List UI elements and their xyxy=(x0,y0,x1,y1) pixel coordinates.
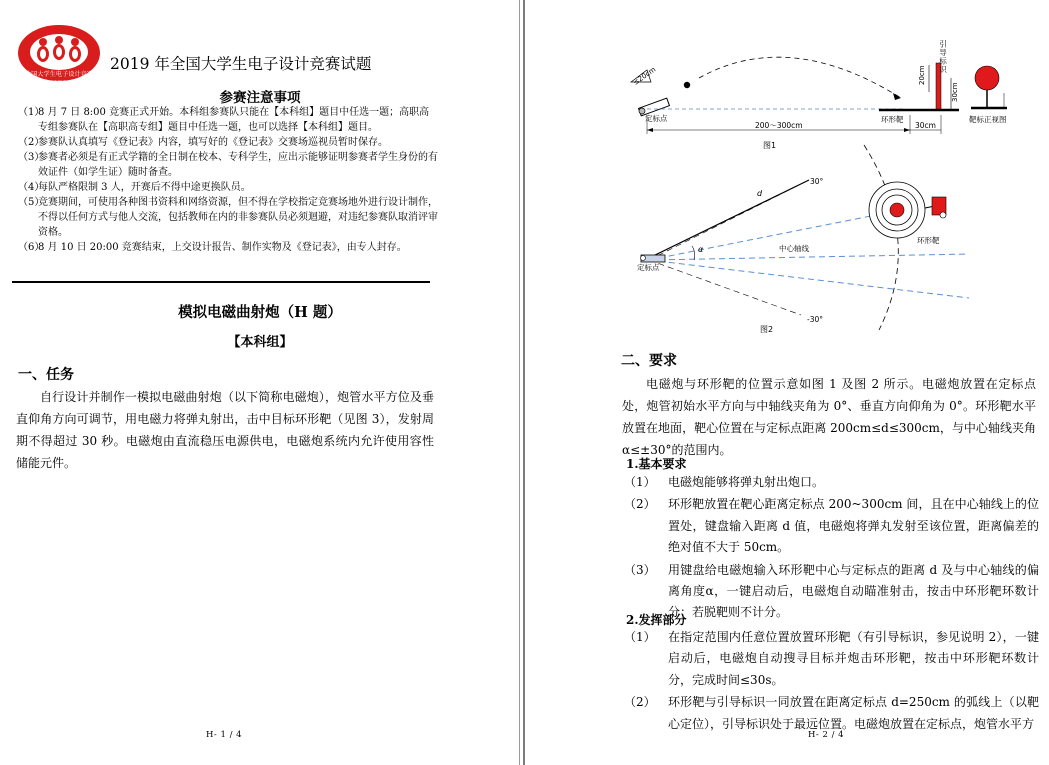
notice-item-number: （1） xyxy=(18,107,45,118)
angle-indicator xyxy=(631,65,657,86)
contest-logo xyxy=(16,22,102,84)
page-divider-left xyxy=(519,0,520,765)
fig2-d-label: d xyxy=(757,189,763,198)
fig2-top-angle: 30° xyxy=(810,177,824,186)
requirements-heading: 二、要求 xyxy=(621,353,677,369)
notice-item-text: 参赛队认真填写《登记表》内容，填写好的《登记表》交赛场巡视员暂时保存。 xyxy=(38,136,388,148)
page-1 xyxy=(0,0,520,765)
basic-requirements-list xyxy=(624,472,1039,625)
basic-requirement-item-number: （2） xyxy=(624,497,656,512)
advanced-requirements-list xyxy=(624,627,1039,736)
group-label: 【本科组】 xyxy=(227,335,293,350)
center-axis-line xyxy=(649,254,969,260)
launcher-top-view xyxy=(641,255,666,262)
minus30-line xyxy=(649,260,801,315)
notice-item-text: 参赛者必须是有正式学籍的全日制在校本、专科学生，应出示能够证明参赛者学生身份的有效证件（如学生证）随时备查。 xyxy=(38,152,438,178)
page-divider-right xyxy=(523,0,525,765)
fig1-caption: 图1 xyxy=(763,141,777,150)
basic-heading: 1.基本要求 xyxy=(626,457,687,471)
notice-item-text: 8 月 7 日 8:00 竞赛正式开始。本科组参赛队只能在【本科组】题目中任选一题；高职高专组参赛队在【高职高专组】题目中任选一题，也可以选择【本科组】题目。 xyxy=(38,107,430,133)
notice-title: 参赛注意事项 xyxy=(219,90,301,106)
fig1-distance-label: 200～300cm xyxy=(755,121,803,130)
guide-marker-top xyxy=(925,197,946,218)
page-footer-2: H- 2 / 4 xyxy=(808,730,845,740)
basic-requirement-item-text: 用键盘给电磁炮输入环形靶中心与定标点的距离 d 及与中心轴线的偏离角度α，一键启动后，电磁炮自动瞄准射击，按击中环形靶环数计分；若脱靶则不计分。 xyxy=(668,562,1039,620)
advanced-requirement-item xyxy=(624,692,1039,735)
basic-requirement-item-text: 环形靶放置在靶心距离定标点 200~300cm 间，且在中心轴线上的位置处，键盘输入距离 d 值，电磁炮将弹丸发射至该位置，距离偏差的绝对值不大于 50cm。 xyxy=(668,497,1039,555)
fig1-target-label: 环形靶 xyxy=(881,115,904,124)
logo-sub-text: National Undergraduate Electronic Design Contest xyxy=(26,80,92,83)
fig1-front-label: 靶标正视图 xyxy=(969,115,1007,124)
page-2 xyxy=(529,0,1049,765)
problem-title: 模拟电磁曲射炮（H 题） xyxy=(178,304,342,321)
logo-ring-text: 全国大学生电子设计竞赛 xyxy=(24,71,94,78)
document-title: 2019 年全国大学生电子设计竞赛试题 xyxy=(110,55,372,73)
angle-label: ≤20cm xyxy=(631,65,658,87)
fig2-alpha-label: α xyxy=(698,245,704,254)
fig1-launch-label: 定标点 xyxy=(645,114,668,123)
notice-item-text: 8 月 10 日 20:00 竞赛结束，上交设计报告、制作实物及《登记表》，由专人封存。 xyxy=(38,242,407,254)
height-30-label: 30cm xyxy=(951,82,959,102)
height-20-label: 20cm xyxy=(918,65,926,85)
task-heading: 一、任务 xyxy=(18,367,74,383)
advanced-heading: 2.发挥部分 xyxy=(626,613,687,627)
target-front-view xyxy=(971,66,1007,108)
alpha-arc xyxy=(692,246,695,260)
advanced-requirement-item-number: （1） xyxy=(624,630,656,644)
projectile-ball xyxy=(684,82,690,88)
trajectory-path xyxy=(699,57,901,98)
fig2-launch-label: 定标点 xyxy=(637,263,660,272)
page-footer-1: H- 1 / 4 xyxy=(206,730,243,740)
fig2-target-label: 环形靶 xyxy=(917,236,940,245)
notice-item-number: （2） xyxy=(18,136,45,148)
figure-1 xyxy=(529,0,1049,150)
advanced-requirement-item xyxy=(624,627,1039,691)
basic-requirement-item-number: （3） xyxy=(624,562,656,577)
basic-requirement-item xyxy=(624,494,1039,558)
notice-item xyxy=(18,181,438,196)
task-text: 自行设计并制作一模拟电磁曲射炮（以下简称电磁炮），炮管水平方位及垂直仰角方向可调节，用电磁力将弹丸射出，击中目标环形靶（见图 3），发射周期不得超过 30 秒。电磁炮由直流稳压电源供电，电磁炮系统内允许使用容性储能元件。 xyxy=(16,390,434,470)
notice-item-text: 每队严格限制 3 人，开赛后不得中途更换队员。 xyxy=(38,182,251,194)
notice-item xyxy=(18,136,438,151)
notice-item-number: （3） xyxy=(18,152,45,164)
fig2-caption: 图2 xyxy=(760,325,774,334)
requirements-text: 电磁炮与环形靶的位置示意如图 1 及图 2 所示。电磁炮放置在定标点处，炮管初始水平方向与中轴线夹角为 0°、垂直方向仰角为 0°。环形靶水平放置在地面，靶心位置在与定标点距离 200cm≤d≤300cm，与中心轴线夹角α≤±30°的范围内。 xyxy=(622,377,1036,457)
guide-label-text: 引导标识 xyxy=(938,40,948,74)
notice-item-number: （5） xyxy=(18,197,45,209)
notice-item xyxy=(18,196,438,240)
advanced-requirement-item-number: （2） xyxy=(624,695,656,710)
basic-requirement-item xyxy=(624,472,1039,493)
ring-target-top-view xyxy=(869,182,925,238)
fig2-bottom-angle: -30° xyxy=(807,315,823,324)
notice-item xyxy=(18,241,438,256)
target-direction-line xyxy=(649,210,901,260)
notice-item-text: 竞赛期间，可使用各种图书资料和网络资源，但不得在学校指定竞赛场地外进行设计制作，不得以任何方式与他人交流，包括教师在内的非参赛队员必须迴避，对违纪参赛队取消评审资格。 xyxy=(38,197,438,238)
fig1-gap-label: 30cm xyxy=(915,121,936,130)
basic-requirement-item-text: 电磁炮能够将弹丸射出炮口。 xyxy=(668,475,825,489)
notice-item xyxy=(18,151,438,181)
section-divider xyxy=(12,281,430,283)
advanced-requirement-item-text: 环形靶与引导标识一同放置在距离定标点 d=250cm 的弧线上（以靶心定位），引导标识处于最远位置。电磁炮放置在定标点，炮管水平方 xyxy=(668,695,1039,731)
notice-item-number: （6） xyxy=(18,242,45,254)
advanced-requirement-item-text: 在指定范围内任意位置放置环形靶（有引导标识，参见说明 2），一键启动后，电磁炮自动搜寻目标并炮击环形靶，按击中环形靶环数计分，完成时间≤30s。 xyxy=(668,630,1039,687)
lower-blue-line xyxy=(649,260,969,298)
figure-2 xyxy=(529,140,1049,340)
notice-item xyxy=(18,106,438,136)
notice-item-number: （4） xyxy=(18,182,45,194)
basic-requirement-item-number: （1） xyxy=(624,475,656,489)
notice-list xyxy=(18,106,438,256)
fig2-axis-label: 中心轴线 xyxy=(779,244,809,253)
